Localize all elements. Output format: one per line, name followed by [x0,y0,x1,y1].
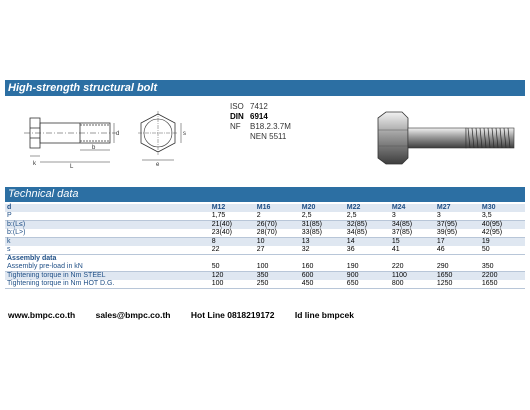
table-row [5,255,525,264]
value-cell: 1650 [435,272,480,281]
standards-list [230,102,291,142]
line-id-text: Id line bmpcek [294,310,354,320]
header-cell: M20 [300,204,345,212]
label-k: k [33,161,36,167]
header-cell: d [5,204,210,212]
value-cell: 600 [300,272,345,281]
value-cell: 34(85) [390,221,435,230]
value-cell: 50 [210,263,255,272]
value-cell: 450 [300,280,345,289]
value-cell: 19 [480,238,525,247]
standard-nen: NEN 5511 [250,132,287,141]
value-cell: 15 [390,238,435,247]
standard-iso: ISO 7412 [230,102,268,111]
value-cell: 1650 [480,280,525,289]
value-cell: 14 [345,238,390,247]
value-cell: 1,75 [210,212,255,221]
value-cell: 2200 [480,272,525,281]
value-cell: 34(85) [345,229,390,238]
row-label-cell: Assembly pre-load in kN [5,263,210,272]
value-cell: 220 [390,263,435,272]
value-cell: 37(95) [435,221,480,230]
technical-data-title: Technical data [8,188,79,200]
table-row [5,272,525,281]
table-row [5,212,525,221]
technical-data-banner [5,187,525,202]
value-cell: 1100 [390,272,435,281]
value-cell [300,255,345,264]
header-cell: M27 [435,204,480,212]
table-row [5,221,525,230]
value-cell: 13 [300,238,345,247]
value-cell: 21(40) [210,221,255,230]
value-cell: 27 [255,246,300,255]
value-cell [480,255,525,264]
value-cell: 3,5 [480,212,525,221]
value-cell: 1250 [435,280,480,289]
value-cell [210,255,255,264]
row-label-cell: Tightening torque in Nm STEEL [5,272,210,281]
product-title: High-strength structural bolt [8,82,158,94]
value-cell: 26(70) [255,221,300,230]
value-cell: 36 [345,246,390,255]
value-cell: 32 [300,246,345,255]
value-cell: 120 [210,272,255,281]
table-row [5,238,525,247]
row-label-cell: b:(L≤) [5,221,210,230]
table-row [5,263,525,272]
contact-footer [8,310,372,320]
value-cell [255,255,300,264]
bolt-photo [372,108,522,168]
label-e: e [156,162,160,168]
value-cell: 100 [210,280,255,289]
value-cell: 23(40) [210,229,255,238]
value-cell [390,255,435,264]
value-cell: 50 [480,246,525,255]
value-cell [435,255,480,264]
value-cell: 350 [480,263,525,272]
value-cell: 2 [255,212,300,221]
standard-din: DIN 6914 [230,112,268,121]
bolt-technical-drawing [18,108,188,168]
value-cell: 17 [435,238,480,247]
value-cell: 650 [345,280,390,289]
email-text: sales@bmpc.co.th [95,310,171,320]
row-label-cell: Assembly data [7,255,57,262]
standard-nf: NF B18.2.3.7M [230,122,291,131]
title-banner [5,80,525,96]
label-s: s [183,131,186,137]
label-d: d [116,131,120,137]
value-cell: 22 [210,246,255,255]
row-label-cell: P [5,212,210,221]
row-label-cell: Tightening torque in Nm HOT D.G. [5,280,210,289]
value-cell: 100 [255,263,300,272]
header-cell: M16 [255,204,300,212]
table-row [5,280,525,289]
value-cell: 8 [210,238,255,247]
value-cell: 190 [345,263,390,272]
value-cell: 350 [255,272,300,281]
value-cell: 37(85) [390,229,435,238]
value-cell: 2,5 [300,212,345,221]
value-cell: 3 [390,212,435,221]
value-cell: 46 [435,246,480,255]
row-label-cell: b:(L>) [5,229,210,238]
hotline-text: Hot Line 0818219172 [190,310,275,320]
table-row [5,229,525,238]
value-cell: 33(85) [300,229,345,238]
value-cell: 40(95) [480,221,525,230]
value-cell: 39(95) [435,229,480,238]
table-row [5,246,525,255]
row-label-cell: s [5,246,210,255]
header-cell: M30 [480,204,525,212]
value-cell: 32(85) [345,221,390,230]
header-cell: M12 [210,204,255,212]
value-cell: 160 [300,263,345,272]
value-cell: 800 [390,280,435,289]
value-cell: 2,5 [345,212,390,221]
value-cell: 900 [345,272,390,281]
technical-data-table [5,204,525,289]
value-cell: 250 [255,280,300,289]
table-header-row [5,204,525,212]
header-cell: M24 [390,204,435,212]
label-b: b [92,145,96,151]
value-cell: 42(95) [480,229,525,238]
value-cell: 3 [435,212,480,221]
value-cell [345,255,390,264]
value-cell: 290 [435,263,480,272]
value-cell: 41 [390,246,435,255]
website-text: www.bmpc.co.th [8,310,76,320]
label-l: L [70,164,74,168]
row-label-cell: k [5,238,210,247]
header-cell: M22 [345,204,390,212]
value-cell: 31(85) [300,221,345,230]
value-cell: 28(70) [255,229,300,238]
value-cell: 10 [255,238,300,247]
